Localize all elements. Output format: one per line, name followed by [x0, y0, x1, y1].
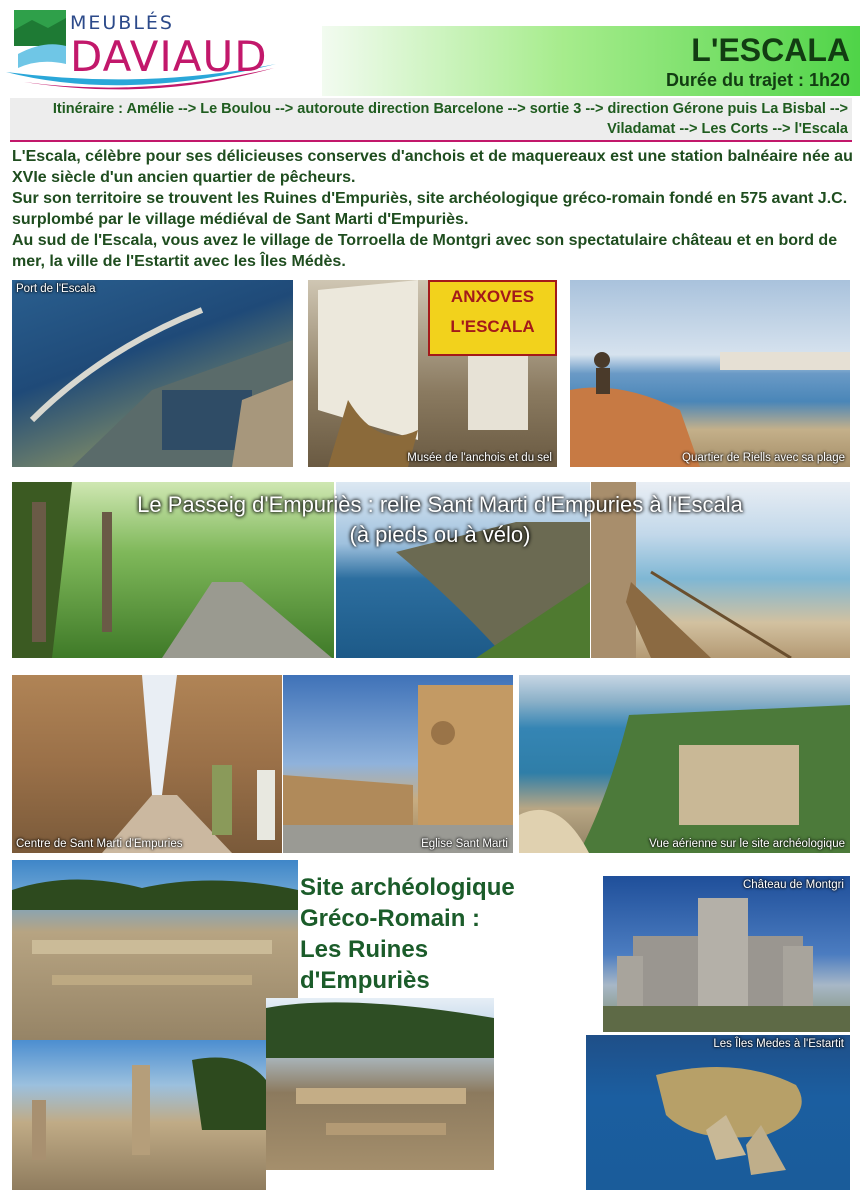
description-paragraph: L'Escala, célèbre pour ses délicieuses conserves d'anchois et de maquereaux est une station balnéaire née au XVIe siècle d'un ancien quartier de pêcheurs. [12, 148, 853, 186]
site-heading-line: d'Empuriès [300, 967, 430, 994]
ruins-photo-2 [12, 1040, 266, 1190]
logo-wordmark: DAVIAUD [70, 32, 268, 81]
daviaud-logo [4, 6, 284, 96]
itinerary: Itinéraire : Amélie --> Le Boulou --> autoroute direction Barcelone --> sortie 3 --> direction Gérone puis La Bisbal --> Viladamat --> Les Corts --> l'Escala [10, 98, 852, 142]
photo-caption: Vue aérienne sur le site archéologique [649, 838, 845, 850]
chateau-photo [603, 876, 850, 1032]
port-photo [12, 280, 293, 467]
riells-photo [570, 280, 850, 467]
passeig-heading-line: (à pieds ou à vélo) [349, 522, 531, 547]
site-heading-line: Les Ruines [300, 936, 429, 963]
aerial-photo [519, 675, 850, 853]
museum-photo [308, 280, 557, 467]
photo-caption: Centre de Sant Marti d'Empuries [16, 838, 183, 850]
photo-caption: Les Îles Medes à l'Estartit [713, 1038, 844, 1050]
medes-photo [586, 1035, 850, 1190]
description-paragraph: Sur son territoire se trouvent les Ruines d'Empuriès, site archéologique gréco-romain fondé en 575 avant J.C. surplombé par le village médiéval de Sant Marti d'Empuriès. [12, 190, 848, 228]
description [12, 146, 854, 272]
photo-caption: Eglise Sant Marti [421, 838, 508, 850]
eglise-photo [283, 675, 513, 853]
sant-marti-centre-photo [12, 675, 282, 853]
ruins-photo-3 [266, 998, 494, 1170]
site-heading [300, 872, 560, 996]
passeig-heading [40, 490, 840, 550]
description-paragraph: Au sud de l'Escala, vous avez le village de Torroella de Montgri avec son spectatulaire château et en bord de mer, la ville de l'Estartit avec les Îles Médès. [12, 232, 838, 270]
site-heading-line: Site archéologique [300, 874, 515, 901]
ruins-photo-1 [12, 860, 298, 1040]
sign-line: ANXOVES [450, 287, 535, 306]
passeig-heading-line: Le Passeig d'Empuriès : relie Sant Marti d'Empuries à l'Escala [137, 492, 743, 517]
photo-caption: Musée de l'anchois et du sel [407, 452, 552, 464]
logo-subtitle: MEUBLÉS [70, 12, 174, 34]
sign-line: L'ESCALA [450, 317, 535, 336]
anchovy-sign [428, 280, 557, 356]
trip-duration: Durée du trajet : 1h20 [665, 70, 850, 90]
photo-caption: Port de l'Escala [16, 283, 96, 295]
site-heading-line: Gréco-Romain : [300, 905, 481, 932]
photo-caption: Quartier de Riells avec sa plage [682, 452, 845, 464]
page-title: L'ESCALA [691, 32, 850, 68]
header-band [322, 26, 860, 96]
photo-caption: Château de Montgri [742, 879, 844, 891]
